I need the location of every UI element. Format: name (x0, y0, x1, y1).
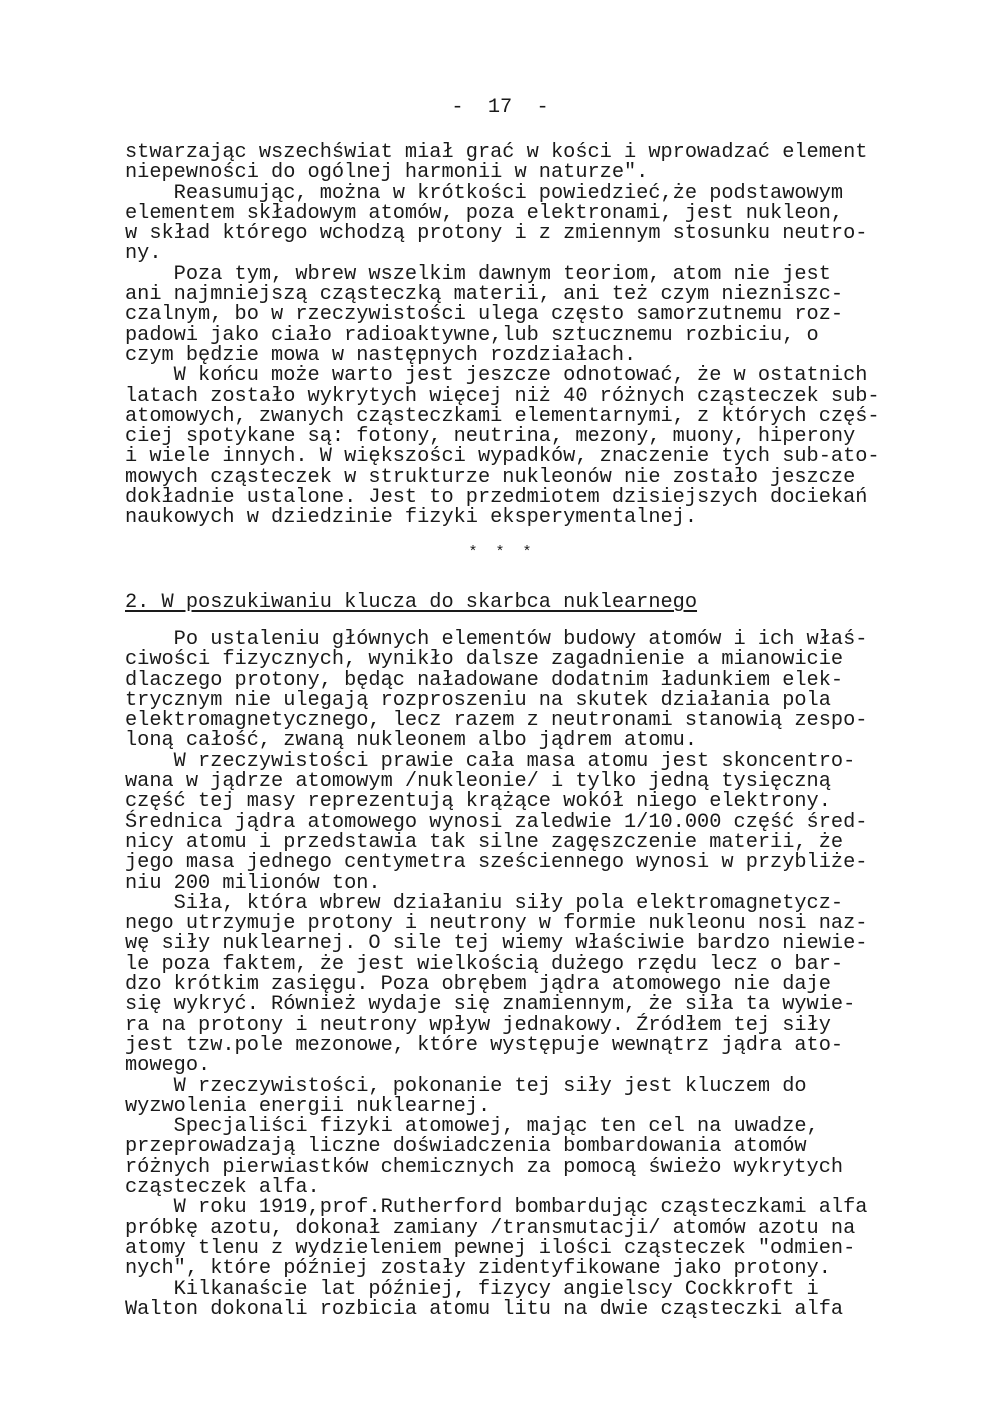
text-line: jest tzw.pole mezonowe, które występuje wewnątrz jądra ato- (125, 1033, 844, 1057)
text-line: Specjaliści fizyki atomowej, mając ten cel na uwadze, (125, 1115, 819, 1139)
section-1-text (125, 143, 885, 529)
text-line: czalnym, bo w rzeczywistości ulega często samorzutnemu roz- (125, 303, 844, 327)
text-line: nicy atomu i przedstawia tak silne zagęszczenie materii, że (125, 830, 844, 854)
text-line: padowi jako ciało radioaktywne,lub sztucznemu rozbiciu, o (125, 323, 819, 347)
text-line: dzo krótkim zasięgu. Poza obrębem jądra atomowego nie daje (125, 973, 831, 997)
text-line: ani najmniejszą cząsteczką materii, ani też czym niezniszc- (125, 283, 844, 307)
section-2-text (125, 630, 885, 1320)
text-line: i wiele innych. W większości wypadków, znaczenie tych sub-ato- (125, 445, 880, 469)
section-separator: * * * (468, 544, 532, 561)
text-line: ciej spotykane są: fotony, neutrina, mezony, muony, hiperony (125, 425, 856, 449)
text-line: Siła, która wbrew działaniu siły pola elektromagnetycz- (125, 891, 844, 915)
text-line: loną całość, zwaną nukleonem albo jądrem atomu. (125, 729, 698, 753)
page-number: - 17 - (451, 96, 549, 119)
text-line: Walton dokonali rozbicia atomu litu na dwie cząsteczki alfa (125, 1297, 844, 1321)
text-line: Po ustaleniu głównych elementów budowy atomów i ich właś- (125, 628, 868, 651)
text-line: wyzwolenia energii nuklearnej. (125, 1094, 491, 1118)
text-line: W roku 1919,prof.Rutherford bombardując cząsteczkami alfa (125, 1196, 868, 1220)
text-line: cząsteczek alfa. (125, 1176, 320, 1200)
text-line: ny. (125, 242, 162, 266)
text-line: próbkę azotu, dokonał zamiany /transmutacji/ atomów azotu na (125, 1216, 856, 1240)
text-line: dokładnie ustalone. Jest to przedmiotem dzisiejszych dociekań (125, 486, 868, 510)
text-line: dlaczego protony, będąc naładowane dodatnim ładunkiem elek- (125, 668, 844, 692)
text-line: w skład którego wchodzą protony i z zmiennym stosunku neutro- (125, 222, 868, 246)
text-line: jego masa jednego centymetra sześciennego wynosi w przybliże- (125, 851, 868, 875)
text-line: naukowych w dziedzinie fizyki eksperymentalnej. (125, 506, 698, 530)
text-line: atomy tlenu z wydzieleniem pewnej ilości cząsteczek "odmien- (125, 1236, 856, 1260)
text-line: latach zostało wykrytych więcej niż 40 różnych cząsteczek sub- (125, 384, 880, 408)
text-line: część tej masy reprezentują krążące wokół niego elektrony. (125, 790, 831, 814)
text-line: nych", które później zostały zidentyfikowane jako protony. (125, 1257, 831, 1281)
text-line: stwarzając wszechświat miał grać w kości i wprowadzać element (125, 141, 868, 164)
text-line: mowych cząsteczek w strukturze nukleonów nie zostało jeszcze (125, 465, 856, 489)
text-line: Średnica jądra atomowego wynosi zaledwie 1/10.000 część śred- (125, 810, 868, 834)
text-line: czym będzie mowa w następnych rozdziałach. (125, 343, 637, 367)
text-line: W rzeczywistości, pokonanie tej siły jest kluczem do (125, 1074, 807, 1098)
text-line: elementem składowym atomów, poza elektronami, jest nukleon, (125, 201, 844, 225)
text-line: atomowych, zwanych cząsteczkami elementarnymi, z których częś- (125, 404, 880, 428)
text-line: niepewności do ogólnej harmonii w naturze". (125, 161, 649, 185)
text-line: Poza tym, wbrew wszelkim dawnym teoriom, atom nie jest (125, 262, 831, 286)
text-line: mowego. (125, 1054, 211, 1078)
text-line: nego utrzymuje protony i neutrony w formie nukleonu nosi naz- (125, 912, 868, 936)
text-line: przeprowadzają liczne doświadczenia bombardowania atomów (125, 1135, 807, 1159)
text-line: się wykryć. Również wydaje się znamiennym, że siła ta wywie- (125, 993, 856, 1017)
text-line: Reasumując, można w krótkości powiedzieć,że podstawowym (125, 181, 844, 205)
text-line: trycznym nie ulegają rozproszeniu na skutek działania pola (125, 688, 831, 712)
text-line: elektromagnetycznego, lecz razem z neutronami stanowią zespo- (125, 709, 868, 733)
text-line: W rzeczywistości prawie cała masa atomu jest skoncentro- (125, 749, 856, 773)
text-line: wana w jądrze atomowym /nukleonie/ i tylko jedną tysięczną (125, 770, 831, 794)
text-line: wę siły nuklearnej. O sile tej wiemy właściwie bardzo niewie- (125, 932, 868, 956)
text-line: ra na protony i neutrony wpływ jednakowy. Źródłem tej siły (125, 1013, 831, 1037)
section-2-heading: 2. W poszukiwaniu klucza do skarbca nuklearnego (125, 591, 698, 614)
text-line: niu 200 milionów ton. (125, 871, 381, 895)
text-line: Kilkanaście lat później, fizycy angielscy Cockkroft i (125, 1277, 819, 1301)
text-line: ciwości fizycznych, wynikło dalsze zagadnienie a mianowicie (125, 648, 844, 672)
text-line: różnych pierwiastków chemicznych za pomocą świeżo wykrytych (125, 1155, 844, 1179)
text-line: le poza faktem, że jest wielkością dużego rzędu lecz o bar- (125, 952, 844, 976)
text-line: W końcu może warto jest jeszcze odnotować, że w ostatnich (125, 364, 868, 388)
